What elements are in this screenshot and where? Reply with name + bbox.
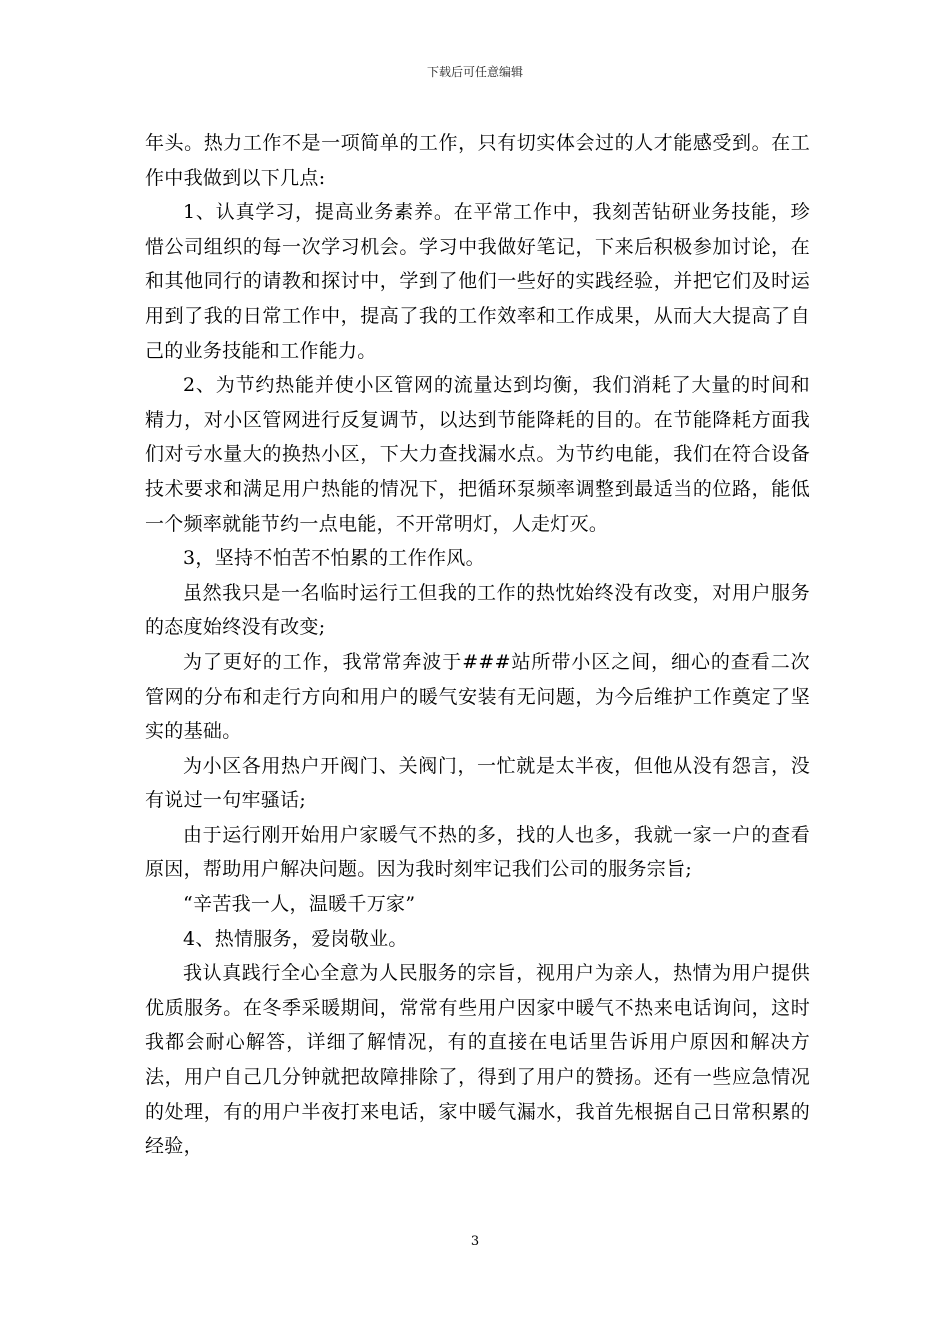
paragraph-continuation: 年头。热力工作不是一项简单的工作，只有切实体会过的人才能感受到。在工作中我做到以下几点: [145, 132, 810, 189]
paragraph-service-purpose: 由于运行刚开始用户家暖气不热的多，找的人也多，我就一家一户的查看原因，帮助用户解决问题。因为我时刻牢记我们公司的服务宗旨; [145, 823, 810, 881]
paragraph-attitude: 虽然我只是一名临时运行工但我的工作的热忱始终没有改变，对用户服务的态度始终没有改变; [145, 581, 810, 639]
paragraph-point-1: 1、认真学习，提高业务素养。在平常工作中，我刻苦钻研业务技能，珍惜公司组织的每一次学习机会。学习中我做好笔记，下来后积极参加讨论，在和其他同行的请教和探讨中，学到了他们一些好的实践经验，并把它们及时运用到了我的日常工作中，提高了我的工作效率和工作成果，从而大大提高了自己的业务技能和工作能力。 [145, 201, 810, 362]
paragraph-point-3-heading: 3，坚持不怕苦不怕累的工作作风。 [183, 547, 485, 570]
paragraph-valves: 为小区各用热户开阀门、关阀门，一忙就是太半夜，但他从没有怨言，没有说过一句牢骚话; [145, 754, 810, 812]
page-number: 3 [470, 1234, 480, 1249]
paragraph-point-4-heading: 4、热情服务，爱岗敬业。 [183, 927, 408, 950]
paragraph-inspection: 为了更好的工作，我常常奔波于###站所带小区之间，细心的查看二次管网的分布和走行方向和用户的暖气安装有无问题，为今后维护工作奠定了坚实的基础。 [145, 650, 810, 743]
paragraph-point-2: 2、为节约热能并使小区管网的流量达到均衡，我们消耗了大量的时间和精力，对小区管网进行反复调节，以达到节能降耗的目的。在节能降耗方面我们对亏水量大的换热小区，下大力查找漏水点。为节约电能，我们在符合设备技术要求和满足用户热能的情况下，把循环泵频率调整到最适当的位路，能低一个频率就能节约一点电能，不开常明灯，人走灯灭。 [145, 374, 810, 535]
page-header: 下载后可任意编辑 [426, 65, 523, 79]
document-body [145, 126, 810, 1164]
paragraph-slogan: “辛苦我一人，温暖千万家” [183, 893, 416, 916]
paragraph-customer-service: 我认真践行全心全意为人民服务的宗旨，视用户为亲人，热情为用户提供优质服务。在冬季采暖期间，常常有些用户因家中暖气不热来电话询问，这时我都会耐心解答，详细了解情况，有的直接在电话里告诉用户原因和解决方法，用户自己几分钟就把故障排除了，得到了用户的赞扬。还有一些应急情况的处理，有的用户半夜打来电话，家中暖气漏水，我首先根据自己日常积累的经验， [145, 962, 810, 1158]
